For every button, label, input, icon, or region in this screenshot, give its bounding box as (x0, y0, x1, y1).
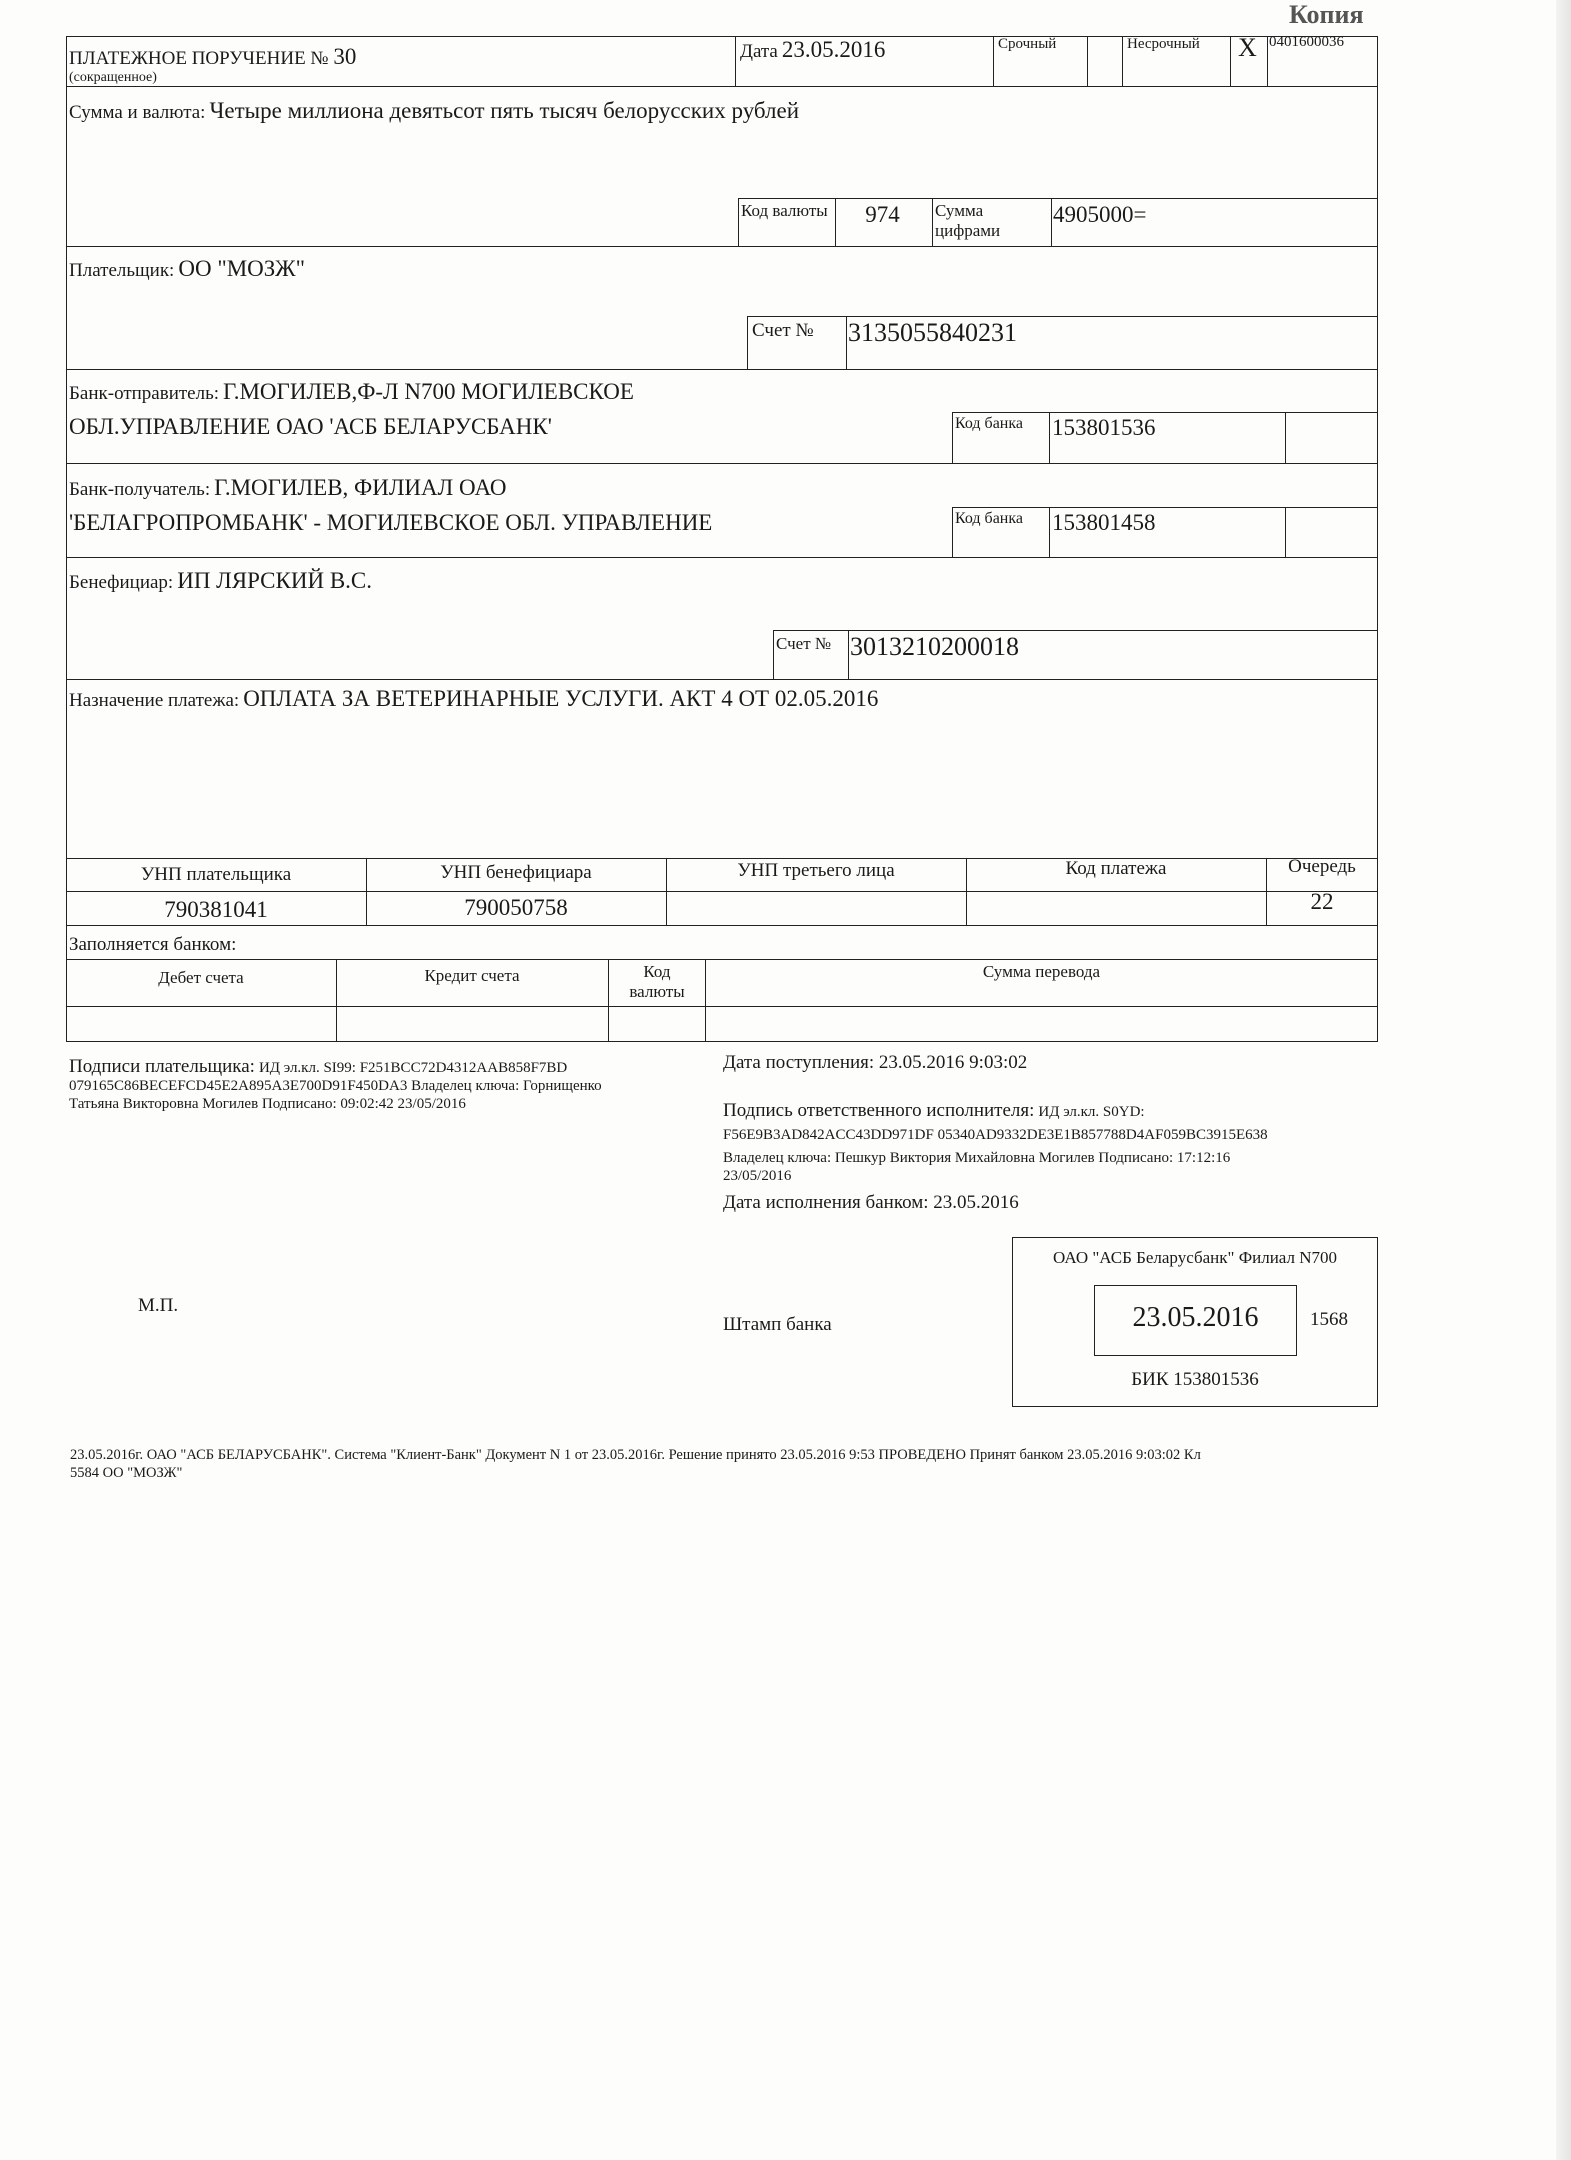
unp-beneficiary-header: УНП бенефициара (440, 862, 592, 883)
bank-stamp-label: Штамп банка (723, 1314, 832, 1335)
purpose-row (69, 686, 878, 712)
execution-date: Дата исполнения банком: 23.05.2016 (723, 1192, 1019, 1213)
receipt-date: Дата поступления: 23.05.2016 9:03:02 (723, 1052, 1028, 1073)
responsible-signature (723, 1102, 1403, 1185)
urgent-label: Срочный (998, 36, 1057, 52)
payer-name: ОО "МОЗЖ" (178, 256, 305, 281)
footer-line2: 5584 ОО "МОЗЖ" (70, 1465, 183, 1481)
amount-words: Четыре миллиона девятьсот пять тысяч белорусских рублей (209, 98, 800, 123)
receiver-bank-code: 153801458 (1052, 510, 1156, 535)
unp-beneficiary: 790050758 (464, 895, 568, 920)
responsible-line3: 23/05/2016 (723, 1168, 792, 1184)
beneficiary-row (69, 568, 372, 594)
beneficiary-name: ИП ЛЯРСКИЙ В.С. (177, 568, 373, 593)
amount-row (69, 98, 799, 124)
receiver-bank-code-label: Код банка (955, 510, 1023, 527)
payer-row (69, 256, 305, 282)
nonurgent-mark: X (1238, 33, 1257, 62)
order-title-label: ПЛАТЕЖНОЕ ПОРУЧЕНИЕ № (69, 48, 329, 69)
order-date (740, 37, 885, 63)
sender-bank-code-label: Код банка (955, 415, 1023, 432)
payer-sign-line2: 079165C86BECEFCD45E2A895A3E700D91F450DA3 Владелец ключа: Горнищенко (69, 1078, 602, 1094)
receiver-bank-label: Банк-получатель: (69, 479, 211, 500)
nonurgent-label: Несрочный (1127, 36, 1200, 52)
currency-code-header: Код валюты (629, 962, 685, 1001)
stamp-date: 23.05.2016 (1132, 1302, 1259, 1333)
sender-bank-label: Банк-отправитель: (69, 383, 220, 404)
beneficiary-label: Бенефициар: (69, 572, 174, 593)
stamp-bik: БИК 153801536 (1131, 1369, 1259, 1390)
footer-line1: 23.05.2016г. ОАО "АСБ БЕЛАРУСБАНК". Система "Клиент-Банк" Документ N 1 от 23.05.2016г. Решение принято 23.05.2016 9:53 ПРОВЕДЕНО Принят банком 23.05.2016 9:03:02 Кл (70, 1447, 1201, 1463)
stamp-bank-name: ОАО "АСБ Беларусбанк" Филиал N700 (1052, 1248, 1338, 1267)
order-number: 30 (333, 44, 357, 69)
payment-code-header: Код платежа (1065, 858, 1167, 879)
footer (70, 1446, 1540, 1482)
order-title (69, 44, 356, 70)
transfer-amount-header: Сумма перевода (982, 962, 1101, 981)
payer-sign-line1: ИД эл.кл. SI99: F251BCC72D4312AAB858F7BD (258, 1060, 568, 1076)
unp-payer-header: УНП плательщика (140, 864, 292, 885)
receiver-bank-line2: 'БЕЛАГРОПРОМБАНК' - МОГИЛЕВСКОЕ ОБЛ. УПРАВЛЕНИЕ (69, 510, 713, 535)
unp-payer: 790381041 (164, 897, 268, 922)
form-code: 0401600036 (1269, 34, 1344, 50)
payer-account-label: Счет № (752, 320, 814, 341)
receiver-bank (69, 472, 712, 542)
responsible-key: ИД эл.кл. S0YD: (1038, 1104, 1145, 1120)
sender-bank-line1: Г.МОГИЛЕВ,Ф-Л N700 МОГИЛЕВСКОЕ (223, 379, 634, 404)
beneficiary-account: 3013210200018 (850, 632, 1019, 661)
mp-label: М.П. (138, 1295, 179, 1316)
order-subtitle: (сокращенное) (69, 70, 157, 85)
purpose-label: Назначение платежа: (69, 690, 240, 711)
sum-digits-label: Сумма цифрами (935, 201, 1001, 240)
payer-account: 3135055840231 (848, 318, 1017, 347)
order-date-label: Дата (740, 41, 778, 62)
sender-bank-code: 153801536 (1052, 415, 1156, 440)
purpose-text: ОПЛАТА ЗА ВЕТЕРИНАРНЫЕ УСЛУГИ. АКТ 4 ОТ 02.05.2016 (243, 686, 879, 711)
payer-label: Плательщик: (69, 260, 175, 281)
debit-account-header: Дебет счета (158, 968, 244, 987)
unp-third-party-header: УНП третьего лица (737, 860, 895, 881)
payer-sign-line3: Татьяна Викторовна Могилев Подписано: 09:02:42 23/05/2016 (69, 1096, 466, 1112)
payer-sign-label: Подписи плательщика: (69, 1056, 255, 1077)
receiver-bank-line1: Г.МОГИЛЕВ, ФИЛИАЛ ОАО (214, 475, 507, 500)
sum-digits: 4905000= (1053, 202, 1147, 227)
beneficiary-account-label: Счет № (776, 634, 832, 653)
payer-signatures (69, 1058, 602, 1113)
responsible-label: Подпись ответственного исполнителя: (723, 1100, 1035, 1121)
bank-fill-label: Заполняется банком: (69, 934, 237, 955)
order-date-value: 23.05.2016 (781, 37, 886, 62)
amount-label: Сумма и валюта: (69, 102, 206, 123)
responsible-line2: Владелец ключа: Пешкур Виктория Михайловна Могилев Подписано: 17:12:16 (723, 1150, 1231, 1166)
sender-bank-line2: ОБЛ.УПРАВЛЕНИЕ ОАО 'АСБ БЕЛАРУСБАНК' (69, 414, 552, 439)
credit-account-header: Кредит счета (424, 966, 520, 985)
stamp-number: 1568 (1310, 1309, 1348, 1330)
queue-header: Очередь (1288, 856, 1356, 877)
responsible-line1: F56E9B3AD842ACC43DD971DF 05340AD9332DE3E1B857788D4AF059BC3915E638 (723, 1127, 1268, 1143)
sender-bank (69, 376, 634, 446)
queue-value: 22 (1310, 889, 1334, 914)
scan-edge (1556, 0, 1571, 2160)
copy-label: Копия (1289, 0, 1364, 29)
currency-code: 974 (865, 202, 900, 227)
currency-code-label: Код валюты (741, 201, 828, 220)
